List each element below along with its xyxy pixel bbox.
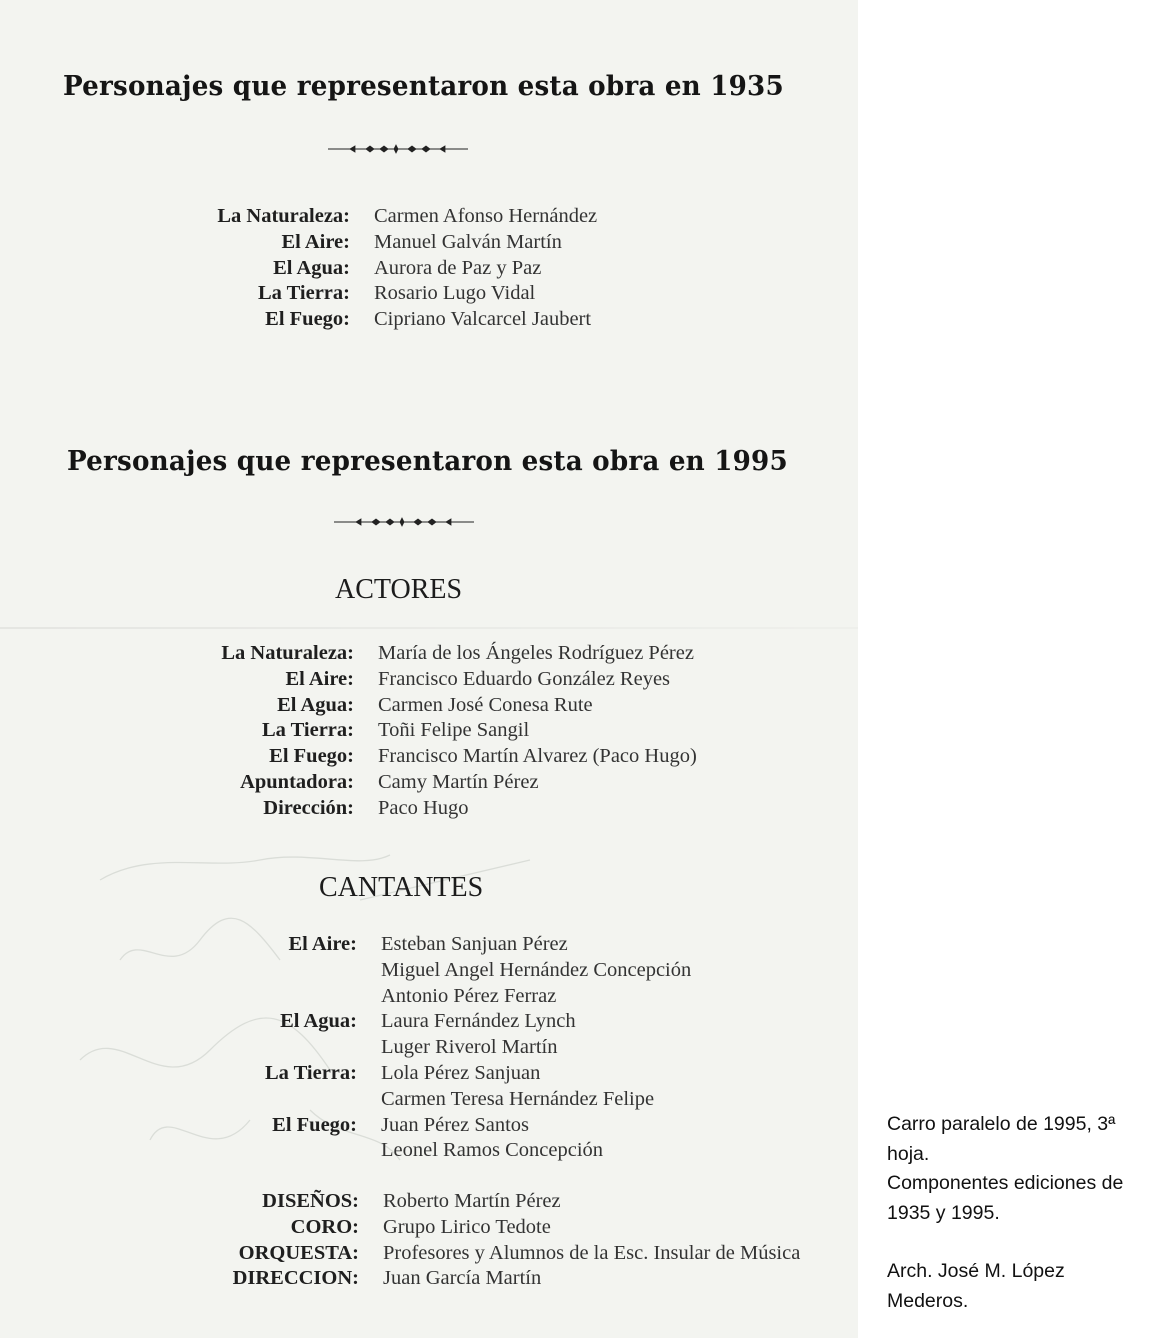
actor-name: María de los Ángeles Rodríguez Pérez <box>378 642 694 664</box>
role-label: El Aire: <box>288 933 357 955</box>
credit-label: ORQUESTA: <box>238 1241 359 1264</box>
caption-spacer <box>887 1228 1152 1257</box>
archive-credit-line: Arch. José M. López <box>887 1260 1065 1282</box>
role-label: La Tierra: <box>264 1061 357 1084</box>
role-label: La Tierra: <box>257 282 350 305</box>
divider-ornament-1995 <box>334 516 474 528</box>
actor-name: Luger Riverol Martín <box>381 1036 558 1059</box>
credit-value: Profesores y Alumnos de la Esc. Insular de Música <box>383 1241 801 1264</box>
actor-name: Francisco Martín Alvarez (Paco Hugo) <box>378 745 697 768</box>
actor-name: Cipriano Valcarcel Jaubert <box>374 308 592 331</box>
role-label: La Naturaleza: <box>217 205 350 227</box>
paper-fold-line <box>0 627 858 629</box>
actor-name: Lola Pérez Sanjuan <box>381 1061 541 1084</box>
credit-value: Grupo Lirico Tedote <box>383 1215 551 1238</box>
actor-name: Francisco Eduardo González Reyes <box>378 667 671 690</box>
caption-line: Componentes ediciones de <box>887 1172 1124 1194</box>
credit-label: DISEÑOS: <box>262 1190 359 1212</box>
archive-caption <box>887 1110 1152 1316</box>
actores-title: ACTORES <box>335 574 463 605</box>
role-label: El Fuego: <box>272 1113 357 1136</box>
actor-name: Camy Martín Pérez <box>378 770 539 793</box>
role-label: El Fuego: <box>265 308 350 331</box>
role-label: La Naturaleza: <box>221 642 354 664</box>
divider-ornament-1935 <box>328 143 468 155</box>
actor-name: Toñi Felipe Sangil <box>378 719 530 742</box>
role-label: El Agua: <box>273 256 350 279</box>
actor-name: Leonel Ramos Concepción <box>381 1139 604 1162</box>
credit-label: DIRECCION: <box>232 1267 359 1290</box>
role-label: La Tierra: <box>261 719 354 742</box>
credit-value: Juan García Martín <box>383 1267 542 1290</box>
actor-name: Carmen Afonso Hernández <box>374 205 598 227</box>
role-label: El Aire: <box>281 230 350 253</box>
actor-name: Esteban Sanjuan Pérez <box>381 933 568 955</box>
role-label: El Aire: <box>285 667 354 690</box>
role-label: El Agua: <box>280 1010 357 1033</box>
caption-line: hoja. <box>887 1142 930 1165</box>
actor-name: Laura Fernández Lynch <box>381 1010 576 1033</box>
heading-1935: Personajes que representaron esta obra en 1935 <box>63 71 784 102</box>
actor-name: Antonio Pérez Ferraz <box>381 984 557 1007</box>
actor-name: Carmen José Conesa Rute <box>378 693 593 716</box>
actor-name: Aurora de Paz y Paz <box>374 256 542 279</box>
role-label: El Fuego: <box>269 745 354 768</box>
actor-name: Miguel Angel Hernández Concepción <box>381 958 692 981</box>
actor-name: Carmen Teresa Hernández Felipe <box>381 1087 655 1110</box>
caption-line: Carro paralelo de 1995, 3ª <box>887 1113 1116 1135</box>
archive-credit-line: Mederos. <box>887 1289 969 1312</box>
role-label: El Agua: <box>277 693 354 716</box>
actor-name: Rosario Lugo Vidal <box>374 282 536 305</box>
role-label: Dirección: <box>263 796 354 819</box>
actor-name: Paco Hugo <box>378 796 469 819</box>
caption-line: 1935 y 1995. <box>887 1201 1000 1224</box>
credit-label: CORO: <box>290 1215 359 1238</box>
cantantes-title: CANTANTES <box>319 872 484 903</box>
credit-value: Roberto Martín Pérez <box>383 1190 561 1212</box>
actor-name: Juan Pérez Santos <box>381 1113 530 1136</box>
role-label: Apuntadora: <box>240 770 354 793</box>
actor-name: Manuel Galván Martín <box>374 230 562 253</box>
heading-1995: Personajes que representaron esta obra en 1995 <box>67 446 788 477</box>
